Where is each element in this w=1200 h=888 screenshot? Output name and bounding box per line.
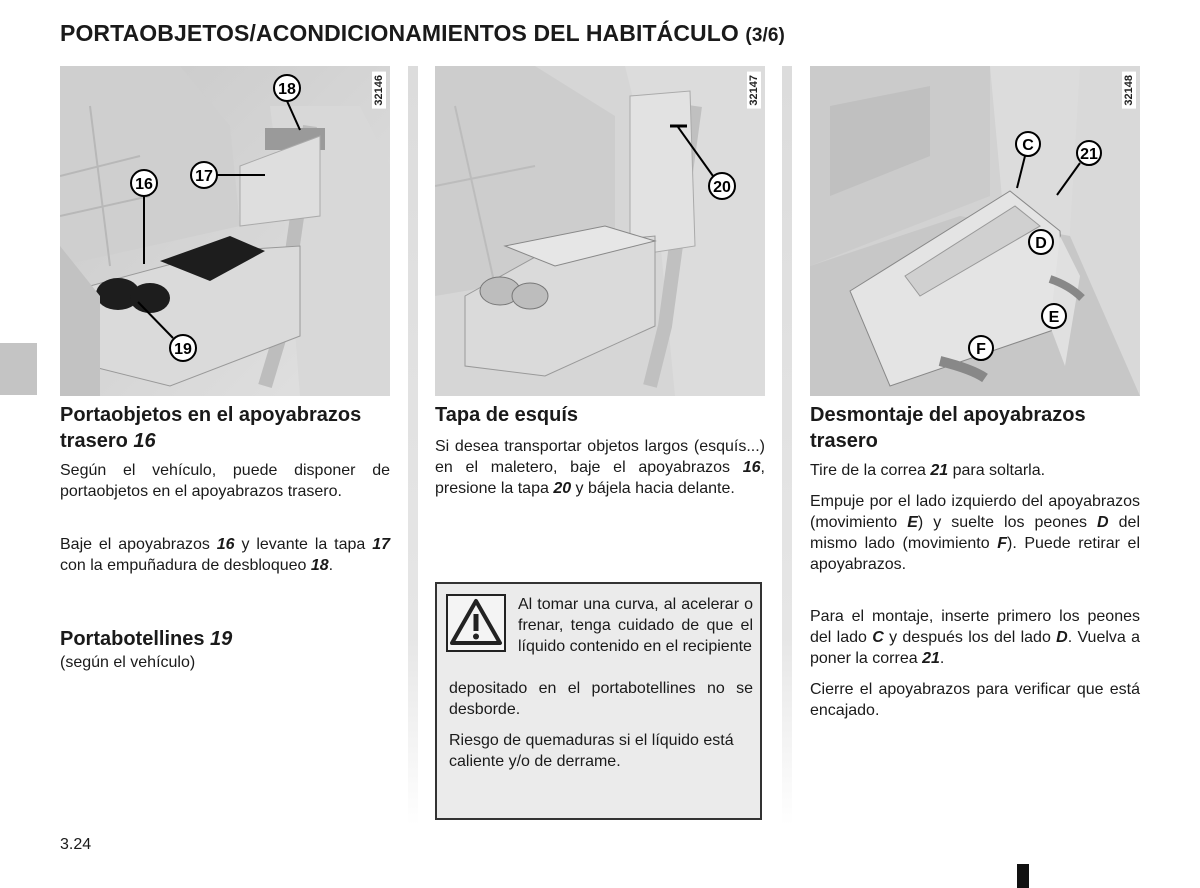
- callout-E: [1042, 304, 1066, 328]
- para-ski-hatch: Si desea transportar objetos largos (esquís...) en el maletero, baje el apoyabrazos 16, presione la tapa 20 y bájela hacia delante.: [435, 438, 765, 497]
- photo-code: 32146: [372, 72, 386, 109]
- column-divider-2: [782, 66, 792, 826]
- svg-text:17: 17: [195, 168, 213, 185]
- title-text: PORTAOBJETOS/ACONDICIONAMIENTOS DEL HABITÁCULO: [60, 20, 739, 46]
- column-divider-1: [408, 66, 418, 826]
- warning-text-burns: Riesgo de quemaduras si el líquido está caliente y/o de derrame.: [449, 732, 734, 770]
- warning-text-b: depositado en el portabotellines no se desborde.: [449, 680, 753, 718]
- para-removal-push: Empuje por el lado izquierdo del apoyabrazos (movimiento E) y suelte los peones D del mismo lado (movimiento F). Puede retirar el apoyabrazos.: [810, 493, 1141, 573]
- warning-text-a: Al tomar una curva, al acelerar o frenar, tenga cuidado de que el líquido contenido en el recipiente: [518, 596, 753, 655]
- photo-code: 32147: [747, 72, 761, 109]
- bottle-holder-note: (según el vehículo): [60, 654, 196, 671]
- photo-code: 32148: [1122, 72, 1136, 109]
- callout-D: [1029, 230, 1053, 254]
- warning-icon-frame: [446, 594, 506, 652]
- corner-mark: [1017, 864, 1029, 888]
- para-close-check: Cierre el apoyabrazos para verificar que está encajado.: [810, 681, 1140, 719]
- callout-F: [969, 336, 993, 360]
- photo-storage-armrest: [60, 66, 390, 396]
- svg-text:C: C: [1022, 137, 1034, 154]
- warning-triangle-icon: [448, 596, 504, 650]
- svg-text:20: 20: [713, 179, 731, 196]
- svg-text:21: 21: [1080, 146, 1098, 163]
- section-tab: [0, 343, 37, 395]
- para-storage-intro: Según el vehículo, puede disponer de portaobjetos en el apoyabrazos trasero.: [60, 462, 390, 500]
- svg-text:E: E: [1048, 309, 1060, 326]
- svg-text:D: D: [1035, 235, 1047, 252]
- para-storage-instructions: Baje el apoyabrazos 16 y levante la tapa 17 con la empuñadura de desbloqueo 18.: [60, 536, 390, 574]
- svg-text:F: F: [976, 341, 986, 358]
- para-removal-strap: Tire de la correa 21 para soltarla.: [810, 462, 1046, 479]
- svg-text:18: 18: [278, 81, 296, 98]
- heading-armrest-removal: Desmontaje del apoyabrazos trasero: [810, 404, 1086, 452]
- photo-ski-hatch: [435, 66, 765, 396]
- heading-ski-hatch: Tapa de esquís: [435, 404, 579, 426]
- title-page-suffix: (3/6): [745, 25, 785, 46]
- page-title: [60, 20, 785, 47]
- svg-text:19: 19: [174, 341, 192, 358]
- svg-text:16: 16: [135, 176, 153, 193]
- heading-bottle-holder: Portabotellines 19: [60, 628, 233, 650]
- warning-box: [435, 582, 762, 820]
- page-number: 3.24: [60, 836, 92, 853]
- heading-storage: Portaobjetos en el apoyabrazos trasero 16: [60, 404, 362, 452]
- para-mounting: Para el montaje, inserte primero los peones del lado C y después los del lado D. Vuelva a poner la correa 21.: [810, 608, 1140, 667]
- photo-armrest-removal: [810, 66, 1140, 396]
